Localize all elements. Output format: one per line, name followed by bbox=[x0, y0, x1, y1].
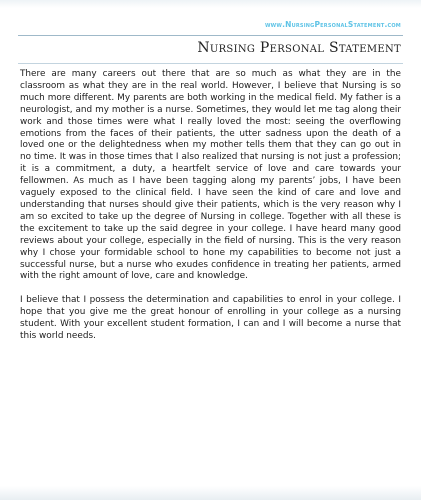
page-bottom-shade bbox=[0, 486, 421, 500]
header-divider-top bbox=[18, 35, 403, 36]
statement-body bbox=[20, 69, 401, 355]
page-title: Nursing Personal Statement bbox=[197, 40, 401, 56]
paragraph-1: There are many careers out there that are so much as what they are in the classroom as what they are in the real world. However, I believe that Nursing is so much more different. My parents are both working in the medical field. My father is a neurologist, and my mother is a nurse. Sometimes, they would let me tag along their work and those times were what I really loved the most: seeing the overflowing emotions from the faces of their patients, the utter sadness upon the death of a loved one or the delightedness when my mother tells them that they can go out in no time. It was in those times that I also realized that nursing is not just a profession; it is a commitment, a duty, a heartfelt service of love and care towards your fellowmen. As much as I have been tagging along my parents’ jobs, I have been vaguely exposed to the clinical field. I have seen the kind of care and love and understanding that nurses should give their patients, which is the very reason why I am so excited to take up the degree of Nursing in college. Together with all these is the excitement to take up the said degree in your college. I have heard many good reviews about your college, especially in the field of nursing. This is the very reason why I chose your formidable school to hone my capabilities to become not just a successful nurse, but a nurse who exudes confidence in treating her patients, armed with the right amount of love, care and knowledge. bbox=[20, 69, 401, 282]
paragraph-2: I believe that I possess the determination and capabilities to enrol in your college. I hope that you give me the great honour of enrolling in your college as a nursing student. With your excellent student formation, I can and I will become a nurse that this world needs. bbox=[20, 295, 401, 342]
page-top-shade bbox=[0, 0, 421, 8]
site-url: www.NursingPersonalStatement.com bbox=[264, 20, 401, 29]
header-divider-bottom bbox=[18, 63, 403, 64]
